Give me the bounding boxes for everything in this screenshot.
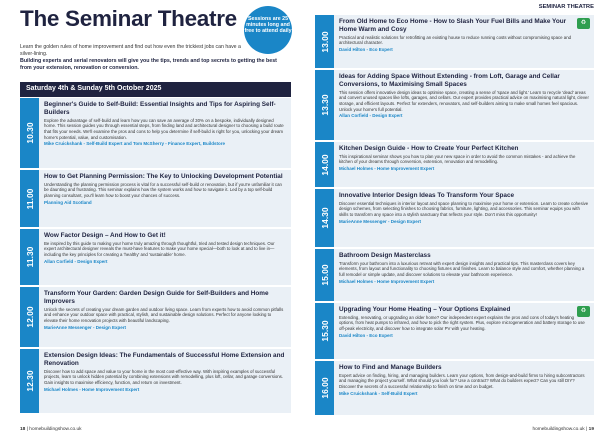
- page-number: 18: [20, 427, 26, 432]
- session-description: Practical and realistic solutions for retrofitting an existing house to reduce running costs without compromising space and architectural character.: [339, 34, 572, 46]
- session-speaker: Planning Aid Scotland: [44, 199, 92, 205]
- footer: homebuildingshow.co.uk | 19: [532, 427, 594, 432]
- session-time: 16.00: [315, 361, 334, 415]
- session-description: This session offers innovative design ideas to optimise space, creating a sense of 'space and light.' Learn to recycle 'dead' areas and convert unused spaces like lofts, garages, and cellars. Our expert provides practical advice on maximising natural light, clever storage, and efficient layouts. Perfect for extenders, renovators, and self-builders aiming to make small homes feel spacious. Unlock your home's full potential.: [339, 89, 589, 112]
- intro-text: Learn the golden rules of home improvement and find out how even the trickiest jobs can have a silver-lining.: [20, 44, 241, 57]
- session-description: Expert advice on finding, hiring, and managing builders. Learn your options, from design-and-build firms to hiring subcontractors and managing the project yourself. What should you look for? Use a contract? What do builders expect? Can you still DIY? Discover the secrets of a successful relationship to finish on time and on budget.: [339, 372, 585, 390]
- session-time: 14.30: [315, 189, 334, 247]
- session-card: [20, 349, 291, 413]
- session-description: Extending, renovating, or upgrading an older home? Our independent expert explains the pros and cons of today's heating options, from heat pumps to infrared, and how to pick the right system. Plus, explore microgeneration and battery storage to use off-peak electricity, and discover how to integrate solar PV with your heating.: [339, 314, 585, 332]
- eco-icon: ♻: [577, 306, 590, 317]
- session-title: Bathroom Design Masterclass: [339, 252, 431, 259]
- session-card: [315, 70, 594, 140]
- session-description: Be inspired by this guide to making your home truly amazing through thoughtful, tried and tested design techniques. Our expert architectural designer reveals the must-have features to make your home special—both to look at and to live in—including the key principles for creating a 'healthy' and 'sustainable' home.: [44, 240, 275, 258]
- session-speaker: Allan Corfield - Design Expert: [44, 258, 108, 264]
- session-title: Upgrading Your Home Heating – Your Options Explained: [339, 306, 511, 313]
- session-speaker: Mike Cruickshank - Self-Build Expert and Tom McSherry - Finance Expert, Buildstore: [44, 141, 225, 147]
- session-speaker: Michael Holmes - Home Improvement Expert: [44, 386, 140, 392]
- session-card: [315, 142, 594, 187]
- session-card: [20, 98, 291, 168]
- session-speaker: David Hilton - Eco Expert: [339, 46, 393, 52]
- session-description: Discover how to add space and value to your home in the most cost-effective way. With inspiring examples of successful projects, learn to unlock hidden potential by combining extensions with remodelling, plus loft, cellar, and garage conversions. Gain insights to maximise efficiency, function, and return on investment.: [44, 368, 284, 385]
- footer-site[interactable]: homebuildingshow.co.uk: [532, 427, 585, 432]
- session-card: [315, 361, 594, 415]
- session-time: 14.00: [315, 142, 334, 187]
- intro-bold-text: Building experts and serial renovators will give you the tips, trends and top secrets to getting the best from your extension, renovation or conversion.: [20, 58, 277, 72]
- session-title: Beginner's Guide to Self-Build: Essential Insights and Tips for Aspiring Self-Builders: [44, 101, 276, 116]
- session-title: Ideas for Adding Space Without Extending - from Loft, Garage and Cellar Conversions, to Maximising Small Spaces: [339, 73, 560, 88]
- session-card: [315, 249, 594, 301]
- day-header: Saturday 4th & Sunday 5th October 2025: [20, 82, 291, 97]
- session-time: 11.00: [20, 170, 39, 227]
- session-description: Unlock the secrets of creating your dream garden and outdoor living space. Learn from experts how to avoid common pitfalls and enhance your outdoor space with practical, stylish, and sustainable design solutions. Perfect for anyone looking to elevate their home renovation projects with beautiful landscaping.: [44, 306, 284, 323]
- session-time: 15.00: [315, 249, 334, 301]
- session-description: Explore the advantage of self-build and learn how you can save an average of 30% on a bespoke, individually designed home. This session guides you through essential steps, from finding land and architectural designer to choosing a build route that fits your needs. We'll examine the pros and cons to help you determine if self-build is right for you, unlocking your dream home's potential, value, and customisation.: [44, 117, 284, 140]
- session-time: 11.30: [20, 229, 39, 285]
- session-speaker: Michael Holmes - Home Improvement Expert: [339, 166, 435, 172]
- eco-icon: ♻: [577, 18, 590, 29]
- session-description: This inspirational seminar shows you how to plan your new space in order to avoid the common mistakes - and achieve the kitchen of your dreams through conversion, extension, renovation and remodelling.: [339, 153, 576, 165]
- session-time: 13.00: [315, 15, 334, 68]
- session-title: How to Find and Manage Builders: [339, 364, 442, 371]
- session-title: Innovative Interior Design Ideas To Transform Your Space: [339, 192, 515, 199]
- session-card: [20, 287, 291, 347]
- session-title: Transform Your Garden: Garden Design Guide for Self-Builders and Home Improvers: [44, 290, 269, 305]
- session-speaker: Mike Cruickshank - Self-Build Expert: [339, 390, 418, 396]
- footer: 18 | homebuildingshow.co.uk: [20, 427, 82, 432]
- session-time: 10.30: [20, 98, 39, 168]
- session-time: 12.30: [20, 349, 39, 413]
- session-description: Understanding the planning permission process is vital for a successful self-build or renovation, but if you're unfamiliar it can be daunting and frustrating. This seminar explains how the system works and how to navigate it. Led by a top self-build planning consultant, you'll learn how to boost your chances of success.: [44, 181, 282, 199]
- session-title: Kitchen Design Guide - How to Create Your Perfect Kitchen: [339, 145, 519, 152]
- page-number: 19: [588, 427, 594, 432]
- session-time: 13.30: [315, 70, 334, 140]
- session-card: [315, 189, 594, 247]
- session-description: Discover essential techniques in interior layout and space planning to maximise your home or extension. Learn to create cohesive design schemes, from selecting finishes to choosing fabrics, furniture, lighting, and accessories. This seminar equips you with skills to transform any space into a stylish sanctuary that reflects your style. Don't miss this opportunity!: [339, 200, 589, 218]
- session-speaker: Michael Holmes - Home Improvement Expert: [339, 278, 435, 284]
- sessions-burst-badge: Sessions are 25 minutes long and free to attend daily: [244, 6, 292, 54]
- session-card: [20, 229, 291, 285]
- right-page: [305, 0, 600, 436]
- session-card: [315, 15, 594, 68]
- footer-site[interactable]: homebuildingshow.co.uk: [29, 427, 82, 432]
- session-speaker: David Hilton - Eco Expert: [339, 332, 393, 338]
- session-speaker: MarieAnne Messenger - Design Expert: [339, 218, 422, 224]
- session-title: How to Get Planning Permission: The Key to Unlocking Development Potential: [44, 173, 283, 180]
- session-title: Extension Design Ideas: The Fundamentals of Successful Home Extension and Renovation: [44, 352, 285, 367]
- session-title: Wow Factor Design – And How to Get it!: [44, 232, 166, 239]
- running-head: SEMINAR THEATRE: [538, 4, 594, 10]
- session-time: 12.00: [20, 287, 39, 347]
- session-speaker: Allan Corfield - Design Expert: [339, 113, 403, 119]
- session-title: From Old Home to Eco Home - How to Slash Your Fuel Bills and Make Your Home Warm and Cosy: [339, 18, 567, 33]
- session-description: Transform your bathroom into a luxurious retreat with expert design insights and practical tips. This masterclass covers key elements, from layout and functionality to choosing fixtures and finishes. Learn to balance style and comfort, whether planning a full remodel or simple update, and discover solutions to elevate your bathroom experience.: [339, 260, 585, 278]
- session-card: [315, 303, 594, 359]
- session-speaker: MarieAnne Messenger - Design Expert: [44, 324, 127, 330]
- session-card: [20, 170, 291, 227]
- page-title: The Seminar Theatre: [20, 6, 237, 31]
- session-time: 15.30: [315, 303, 334, 359]
